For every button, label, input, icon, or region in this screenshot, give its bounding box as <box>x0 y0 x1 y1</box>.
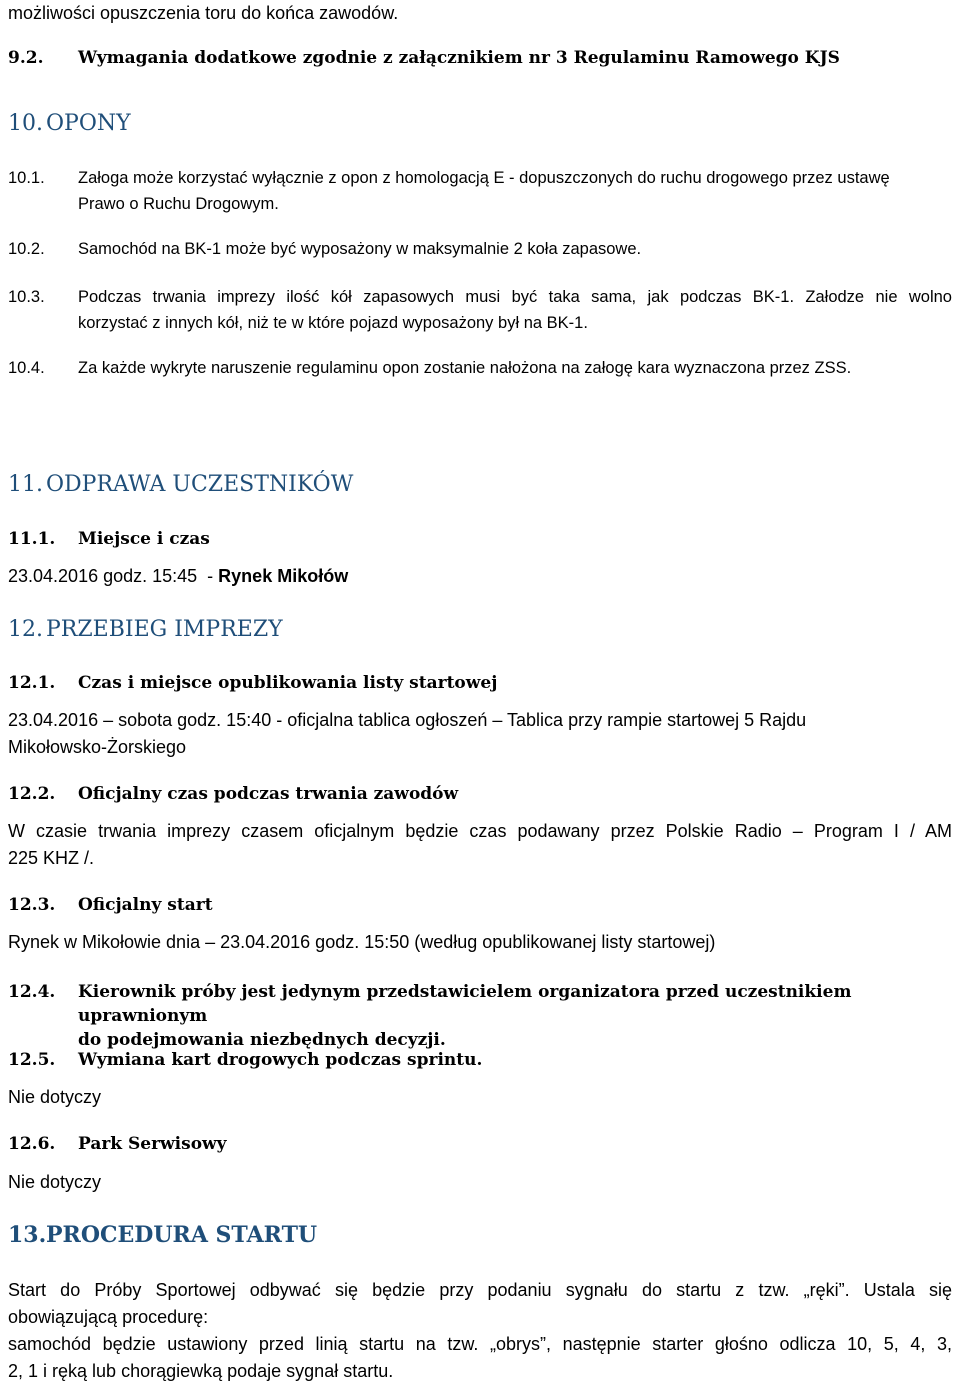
section-12-6 <box>8 1134 952 1158</box>
heading-number: 10. <box>8 111 43 136</box>
section-12-1 <box>8 673 952 697</box>
section-title: Wymiana kart drogowych podczas sprintu. <box>78 1050 483 1070</box>
section-11-1-body <box>8 563 952 590</box>
section-line: Załoga może korzystać wyłącznie z opon z homologacją E - dopuszczonych do ruchu drogowego przez ustawę <box>78 169 890 187</box>
section-10-4 <box>8 355 952 383</box>
body-line: W czasie trwania imprezy czasem oficjalnym będzie czas podawany przez Polskie Radio – Program I / AM <box>8 821 952 841</box>
section-number: 11.1. <box>8 529 56 549</box>
body-line: 2, 1 i ręką lub chorągiewką podaje sygnał startu. <box>8 1361 394 1381</box>
heading-title: PRZEBIEG IMPREZY <box>46 617 283 642</box>
intro-line: możliwości opuszczenia toru do końca zawodów. <box>8 3 399 23</box>
body-line: Mikołowsko-Żorskiego <box>8 737 187 757</box>
section-number: 12.5. <box>8 1050 56 1070</box>
section-number: 10.2. <box>8 240 45 258</box>
section-10-1 <box>8 165 952 219</box>
heading-number: 12. <box>8 617 43 642</box>
section-number: 12.1. <box>8 673 56 693</box>
heading-title: PROCEDURA STARTU <box>46 1222 318 1248</box>
section-12-1-body <box>8 707 952 761</box>
section-line: Prawo o Ruchu Drogowym. <box>78 195 279 213</box>
section-number: 12.6. <box>8 1134 56 1154</box>
section-number: 10.3. <box>8 288 45 306</box>
section-12-2-body <box>8 818 952 872</box>
section-line: korzystać z innych kół, niż te w które pojazd wyposażony był na BK-1. <box>78 314 588 332</box>
section-title: Miejsce i czas <box>78 529 210 549</box>
section-number: 12.4. <box>8 982 56 1002</box>
heading-11 <box>8 472 952 502</box>
heading-title: ODPRAWA UCZESTNIKÓW <box>46 472 354 497</box>
section-12-5-body: Nie dotyczy <box>8 1087 102 1107</box>
section-title: Park Serwisowy <box>78 1134 227 1154</box>
body-line: 225 KHZ /. <box>8 848 95 868</box>
section-12-3-body: Rynek w Mikołowie dnia – 23.04.2016 godz. 15:50 (według opublikowanej listy startowej) <box>8 932 716 952</box>
section-line: do podejmowania niezbędnych decyzji. <box>78 1030 446 1050</box>
date-time: 23.04.2016 godz. 15:45 - <box>8 566 219 586</box>
section-12-4 <box>8 980 952 1050</box>
section-title: Wymagania dodatkowe zgodnie z załącznikiem nr 3 Regulaminu Ramowego KJS <box>78 48 840 68</box>
section-line: Podczas trwania imprezy ilość kół zapasowych musi być taka sama, jak podczas BK-1. Załodze nie wolno <box>78 288 952 306</box>
section-number: 10.1. <box>8 169 45 187</box>
body-line: Start do Próby Sportowej odbywać się będzie przy podaniu sygnału do startu z tzw. „ręki”. Ustala się <box>8 1280 952 1300</box>
section-11-1 <box>8 529 952 553</box>
section-number: 12.3. <box>8 895 56 915</box>
section-13-body <box>8 1277 952 1385</box>
section-12-2 <box>8 784 952 808</box>
body-line: 23.04.2016 – sobota godz. 15:40 - oficjalna tablica ogłoszeń – Tablica przy rampie startowej 5 Rajdu <box>8 710 807 730</box>
section-text: Samochód na BK-1 może być wyposażony w maksymalnie 2 koła zapasowe. <box>78 240 642 258</box>
section-12-3 <box>8 895 952 919</box>
section-line: Kierownik próby jest jedynym przedstawicielem organizatora przed uczestnikiem uprawnionym <box>78 982 852 1026</box>
heading-13 <box>8 1222 952 1252</box>
section-9-2 <box>8 48 952 72</box>
section-12-6-body: Nie dotyczy <box>8 1172 102 1192</box>
section-number: 12.2. <box>8 784 56 804</box>
section-10-3 <box>8 284 952 338</box>
section-number: 10.4. <box>8 359 45 377</box>
section-title: Czas i miejsce opublikowania listy startowej <box>78 673 498 693</box>
location: Rynek Mikołów <box>218 566 349 586</box>
section-title: Oficjalny start <box>78 895 213 915</box>
section-10-2 <box>8 236 952 264</box>
heading-12 <box>8 617 952 647</box>
heading-number: 13. <box>8 1222 47 1248</box>
body-line: samochód będzie ustawiony przed linią startu na tzw. „obrys”, następnie starter głośno odlicza 10, 5, 4, 3, <box>8 1334 952 1354</box>
section-number: 9.2. <box>8 48 44 68</box>
body-line: obowiązującą procedurę: <box>8 1307 209 1327</box>
section-12-5 <box>8 1050 952 1074</box>
heading-title: OPONY <box>46 111 131 136</box>
section-text: Za każde wykryte naruszenie regulaminu opon zostanie nałożona na załogę kara wyznaczona przez ZSS. <box>78 359 852 377</box>
heading-10 <box>8 111 952 141</box>
section-title: Oficjalny czas podczas trwania zawodów <box>78 784 459 804</box>
heading-number: 11. <box>8 472 43 497</box>
